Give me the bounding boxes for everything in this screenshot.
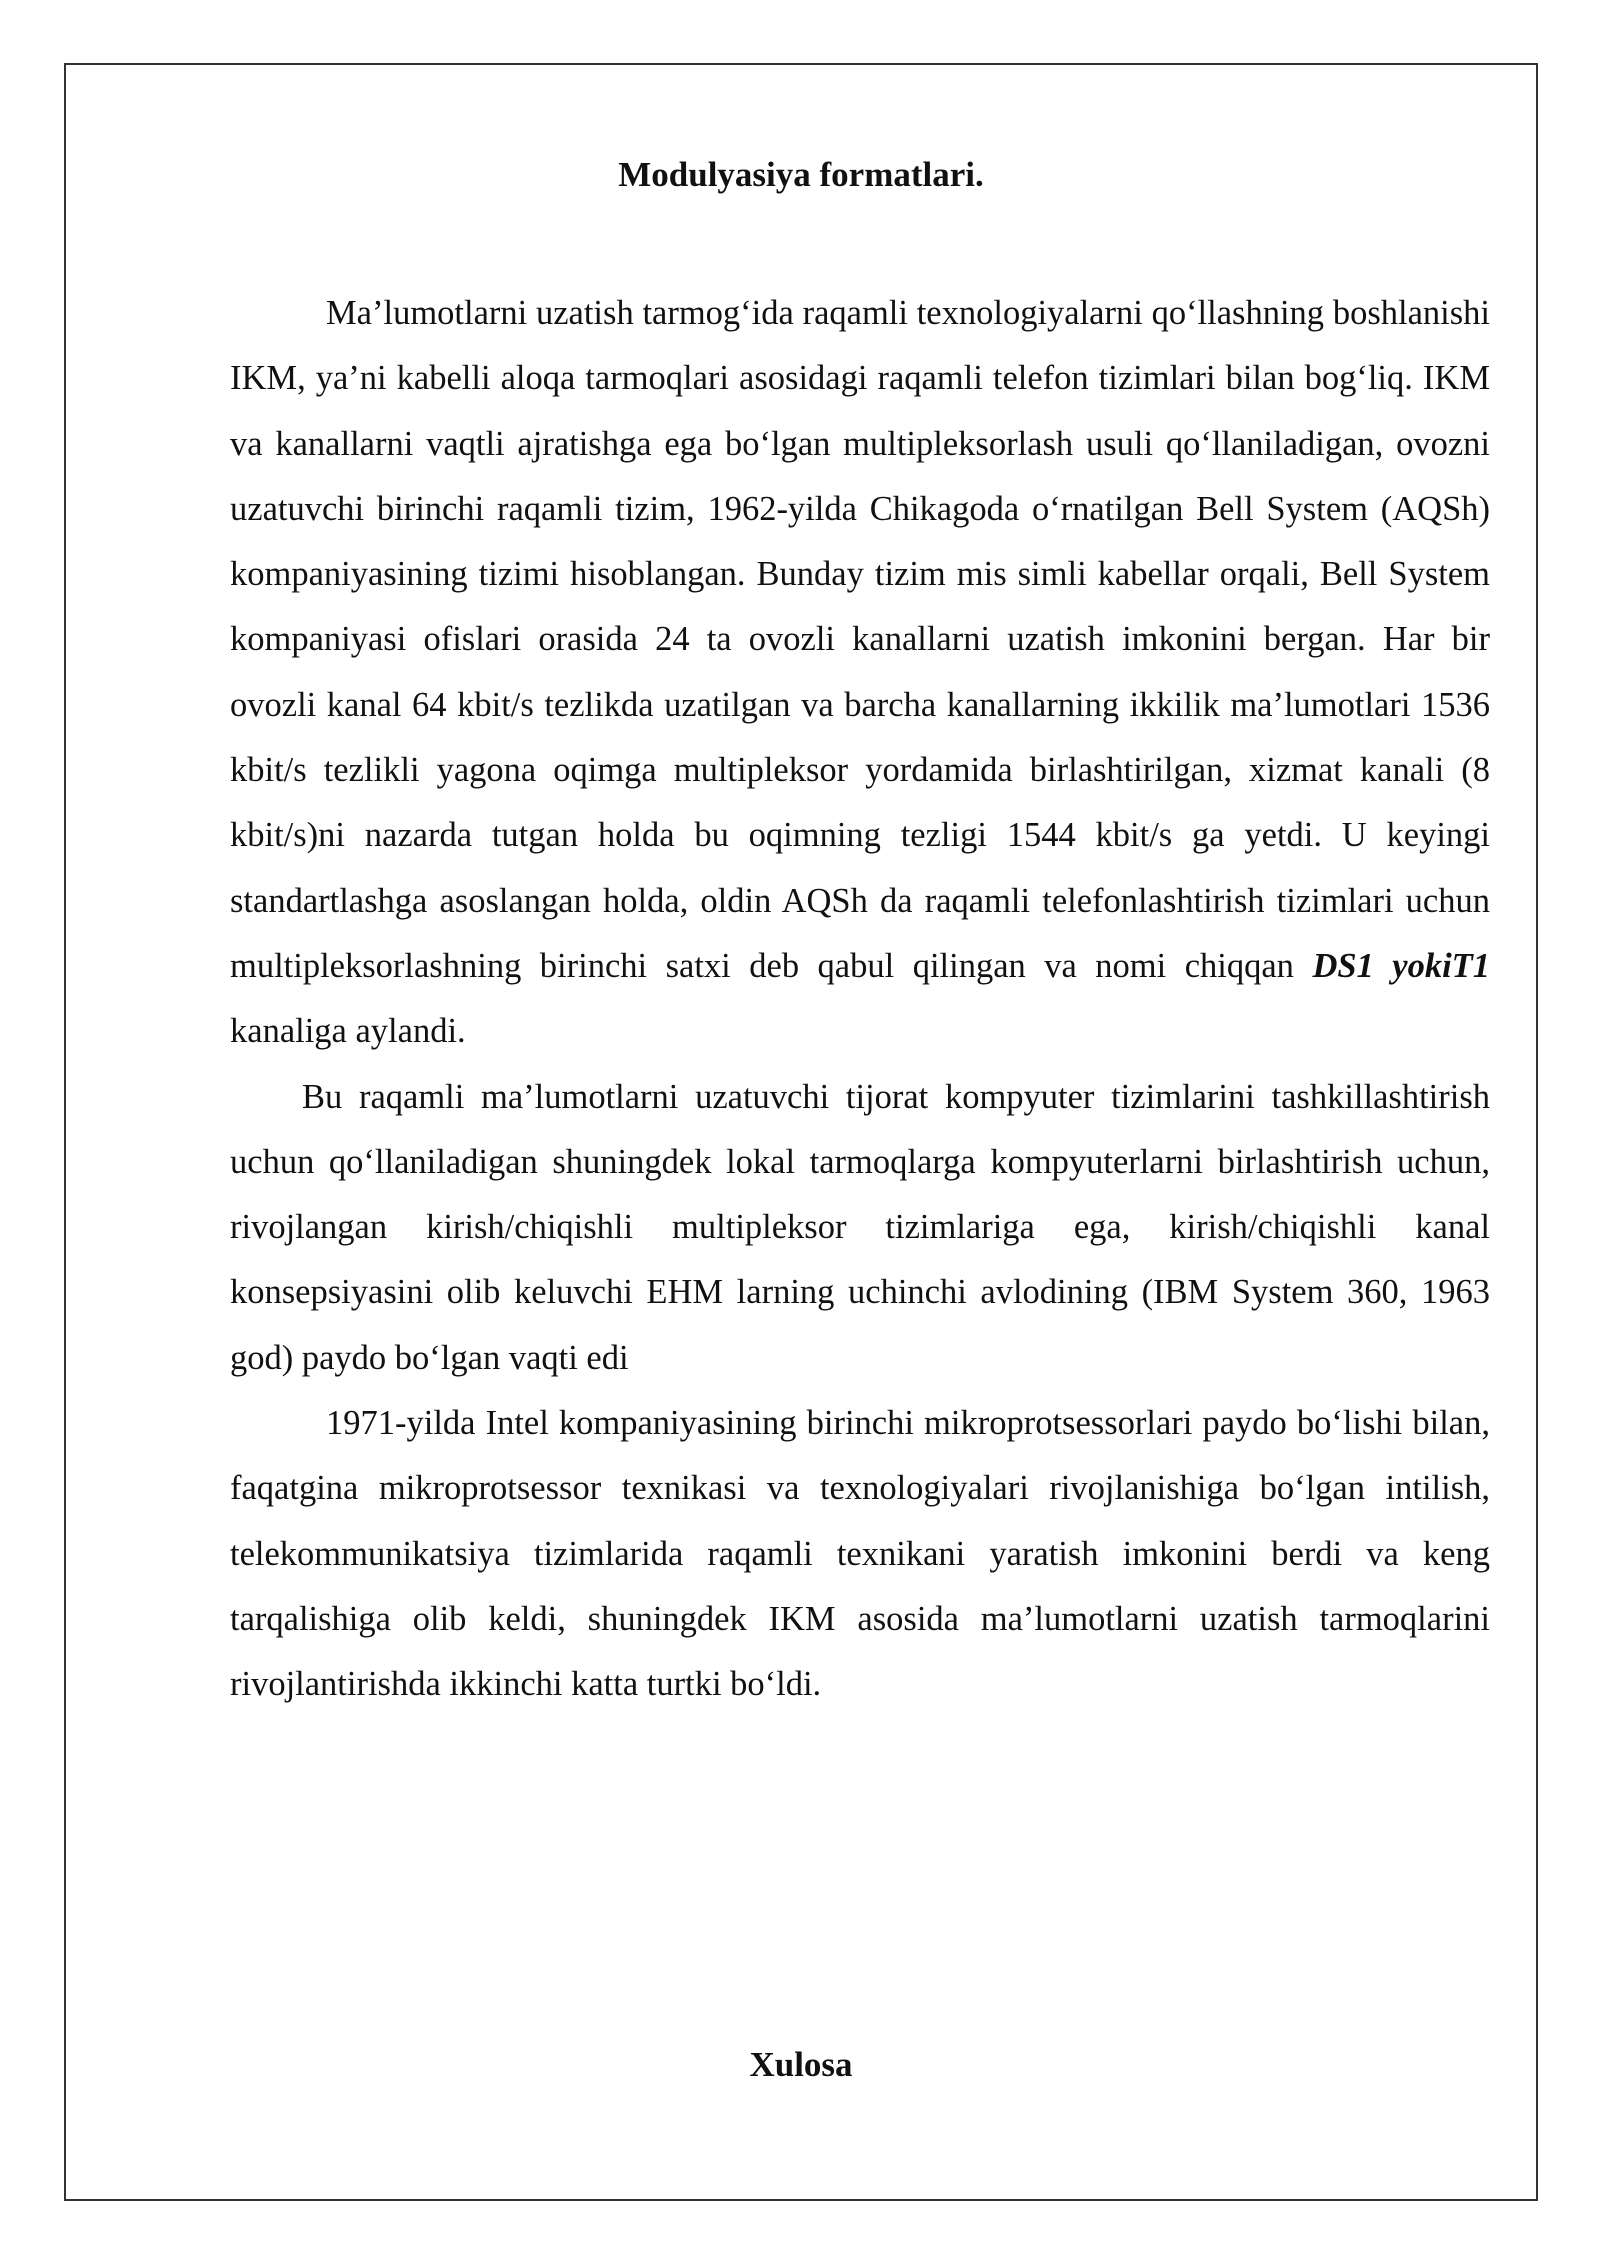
document-title: Modulyasiya formatlari. [618, 155, 984, 194]
document-body [230, 281, 1490, 1718]
paragraph-3: 1971-yilda Intel kompaniyasining birinchi mikroprotsessorlari paydo bo‘lishi bilan, faqatgina mikroprotsessor texnikasi va texnologiyalari rivojlanishiga bo‘lgan intilish, telekommunikatsiya tizimlarida raqamli texnikani yaratish imkonini berdi va keng tarqalishiga olib keldi, shuningdek IKM asosida ma’lumotlarni uzatish tarmoqlarini rivojlantirishda ikkinchi katta turtki bo‘ldi. [230, 1404, 1490, 1704]
paragraph-1 [230, 281, 1490, 1065]
conclusion-heading: Xulosa [749, 2045, 853, 2084]
paragraph-1-end: kanaliga aylandi. [230, 1012, 466, 1051]
paragraph-1-text: Ma’lumotlarni uzatish tarmog‘ida raqamli texnologiyalarni qo‘llashning boshlanishi IKM, ya’ni kabelli aloqa tarmoqlari asosidagi raqamli telefon tizimlari bilan bog‘liq. IKM va kanallarni vaqtli ajratishga ega bo‘lgan multipleksorlash usuli qo‘llaniladigan, ovozni uzatuvchi birinchi raqamli tizim, 1962-yilda Chikagoda o‘rnatilgan Bell System (AQSh) kompaniyasining tizimi hisoblangan. Bunday tizim mis simli kabellar orqali, Bell System kompaniyasi ofislari orasida 24 ta ovozli kanallarni uzatish imkonini bergan. Har bir ovozli kanal 64 kbit/s tezlikda uzatilgan va barcha kanallarning ikkilik ma’lumotlari 1536 kbit/s tezlikli yagona oqimga multipleksor yordamida birlashtirilgan, xizmat kanali (8 kbit/s)ni nazarda tutgan holda bu oqimning tezligi 1544 kbit/s ga yetdi. U keyingi standartlashga asoslangan holda, oldin AQSh da raqamli telefonlashtirish tizimlari uchun multipleksorlashning birinchi satxi deb qabul qilingan va nomi chiqqan [230, 294, 1490, 985]
paragraph-1-term: DS1 yokiT1 [1312, 946, 1491, 985]
paragraph-2: Bu raqamli ma’lumotlarni uzatuvchi tijorat kompyuter tizimlarini tashkillashtirish uchun qo‘llaniladigan shuningdek lokal tarmoqlarga kompyuterlarni birlashtirish uchun, rivojlangan kirish/chiqishli multipleksor tizimlariga ega, kirish/chiqishli kanal konsepsiyasini olib keluvchi EHM larning uchinchi avlodining (IBM System 360, 1963 god) paydo bo‘lgan vaqti edi [230, 1077, 1490, 1377]
